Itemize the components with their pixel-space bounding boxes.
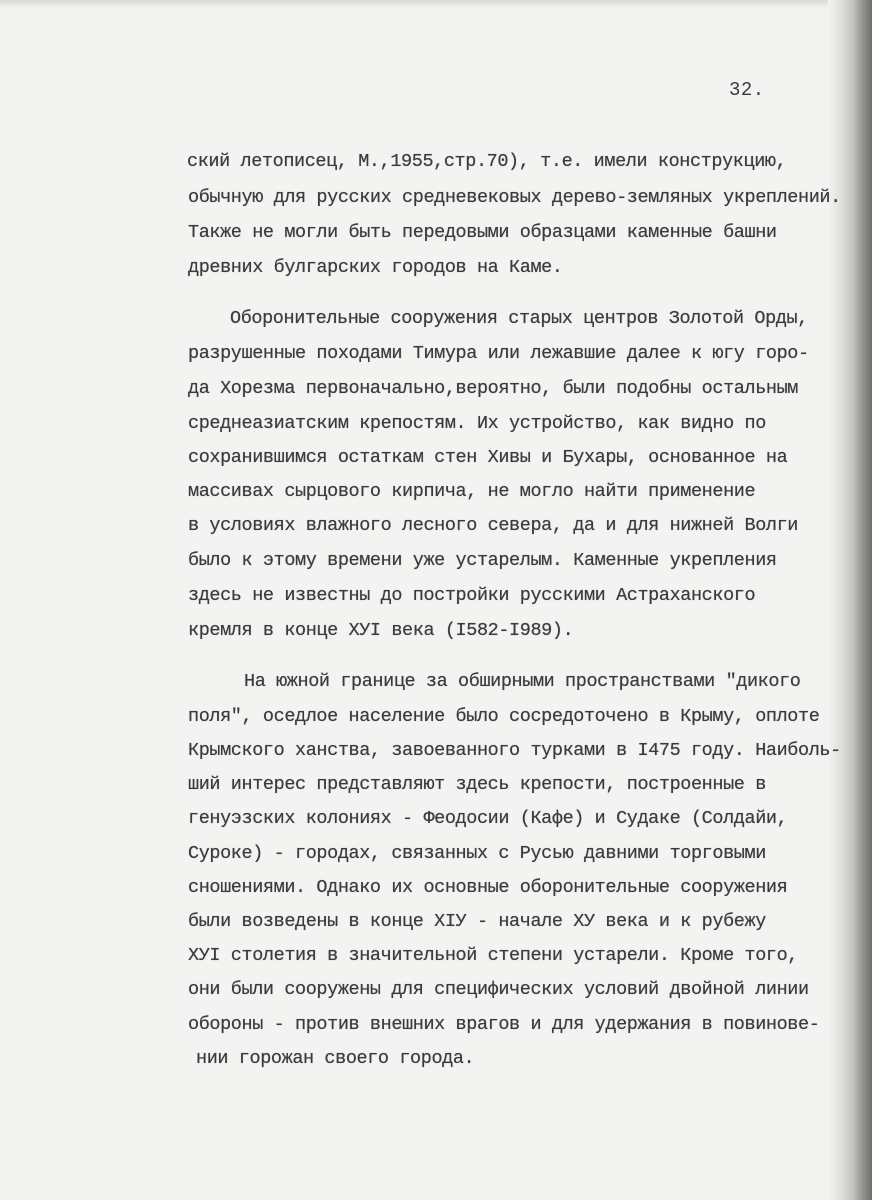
text-line: нии горожан своего города. xyxy=(196,1048,475,1069)
text-line: сохранившимся остаткам стен Хивы и Бухары, основанное на xyxy=(188,447,788,468)
text-line: они были сооружены для специфических условий двойной линии xyxy=(188,979,809,1000)
text-line: Также не могли быть передовыми образцами каменные башни xyxy=(188,222,777,243)
text-line: Оборонительные сооружения старых центров Золотой Орды, xyxy=(230,308,808,329)
text-line: поля", оседлое население было сосредоточено в Крыму, оплоте xyxy=(188,706,820,727)
text-line: было к этому времени уже устарелым. Каменные укрепления xyxy=(188,550,777,571)
scan-top-edge xyxy=(0,0,830,8)
text-line: среднеазиатским крепостям. Их устройство, как видно по xyxy=(188,413,766,434)
text-line: Суроке) - городах, связанных с Русью давними торговыми xyxy=(188,843,766,864)
text-line: да Хорезма первоначально,вероятно, были подобны остальным xyxy=(188,378,799,399)
text-line: ший интерес представляют здесь крепости, построенные в xyxy=(188,774,766,795)
text-line: здесь не известны до постройки русскими Астраханского xyxy=(188,585,756,606)
scan-binding-shadow xyxy=(852,0,872,1200)
text-line: На южной границе за обширными пространствами "дикого xyxy=(244,671,801,692)
text-line: в условиях влажного лесного севера, да и для нижней Волги xyxy=(188,515,799,536)
text-line: были возведены в конце ХIУ - начале ХУ века и к рубежу xyxy=(188,911,766,932)
text-line: древних булгарских городов на Каме. xyxy=(188,257,563,278)
text-line: обороны - против внешних врагов и для удержания в повинове- xyxy=(188,1014,820,1035)
text-line: ХУI столетия в значительной степени устарели. Кроме того, xyxy=(188,945,799,966)
scan-page-edge xyxy=(828,0,852,1200)
text-line: сношениями. Однако их основные оборонительные сооружения xyxy=(188,877,788,898)
text-line: Крымского ханства, завоеванного турками в I475 году. Наиболь- xyxy=(188,740,841,761)
text-line: ский летописец, М.,1955,стр.70), т.е. имели конструкцию, xyxy=(187,151,787,172)
text-line: генуэзских колониях - Феодосии (Кафе) и Судаке (Солдайи, xyxy=(188,808,788,829)
text-line: обычную для русских средневековых дерево-земляных укреплений. xyxy=(188,187,841,208)
text-line: разрушенные походами Тимура или лежавшие далее к югу горо- xyxy=(188,343,809,364)
page-number: 32. xyxy=(729,79,765,101)
text-line: кремля в конце ХУI века (I582-I989). xyxy=(188,620,574,641)
text-line: массивах сырцового кирпича, не могло найти применение xyxy=(188,481,756,502)
